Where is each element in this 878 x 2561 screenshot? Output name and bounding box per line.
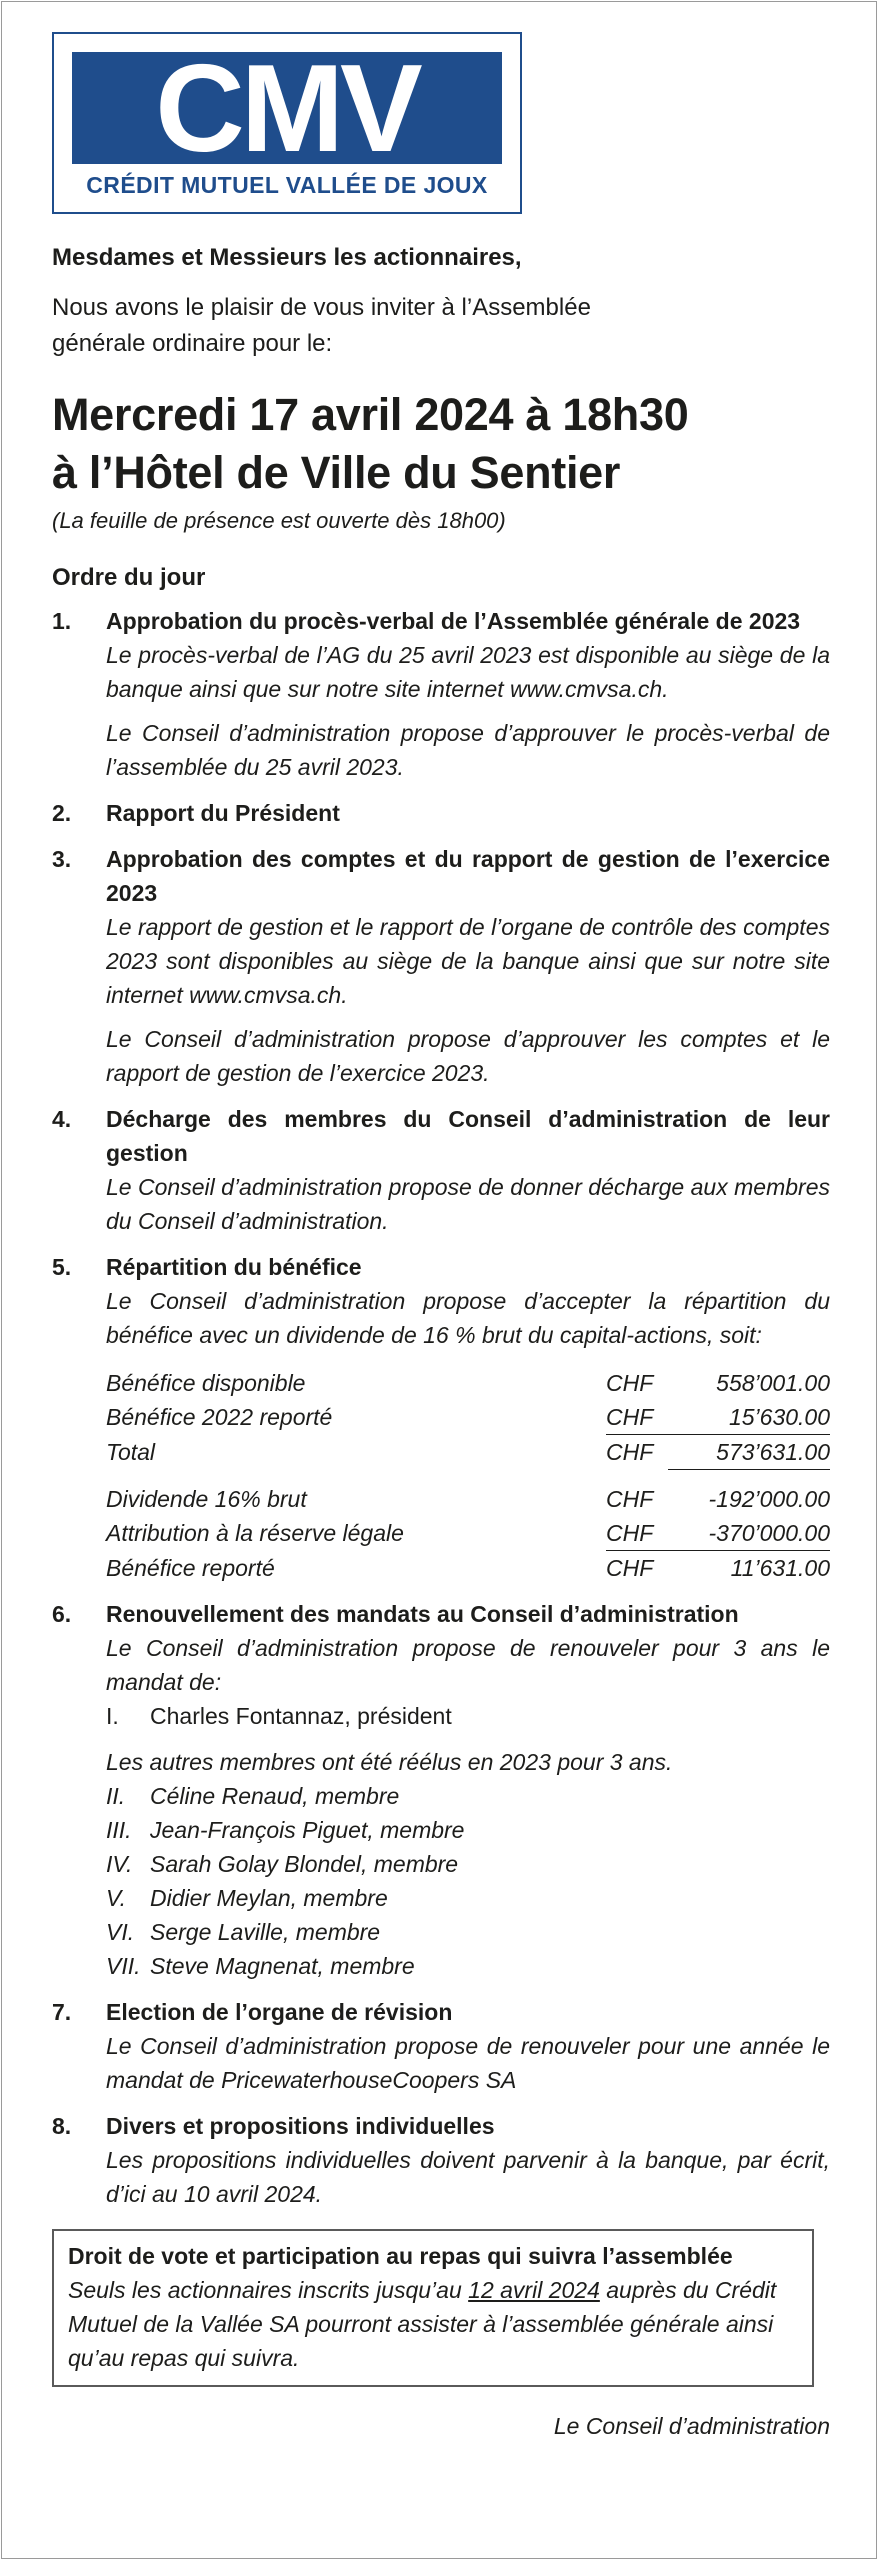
table-row <box>106 1551 830 1585</box>
item-title: Renouvellement des mandats au Conseil d’administration <box>106 1601 739 1627</box>
member-name: Sarah Golay Blondel, membre <box>150 1851 459 1877</box>
item-description: Le Conseil d’administration propose d’accepter la répartition du bénéfice avec un dividende de 16 % brut du capital-actions, soit: <box>106 1288 830 1348</box>
list-item <box>106 1949 830 1983</box>
row-label: Dividende 16% brut <box>106 1486 307 1512</box>
item-title: Approbation des comptes et du rapport de gestion de l’exercice 2023 <box>106 846 830 906</box>
list-number: V. <box>106 1885 127 1911</box>
notice-text-end: auprès du Crédit Mutuel de la Vallée SA pourront assister à l’assemblée générale ainsi qu’au repas qui suivra. <box>68 2277 777 2371</box>
table-row <box>106 1366 830 1400</box>
list-number: VII. <box>106 1953 141 1979</box>
agenda-item <box>52 604 830 784</box>
row-amount: 558’001.00 <box>716 1370 830 1396</box>
item-description: Le Conseil d’administration propose de donner décharge aux membres du Conseil d’administration. <box>106 1174 830 1234</box>
intro-line: générale ordinaire pour le: <box>52 330 333 357</box>
list-number: III. <box>106 1817 132 1843</box>
row-amount: -370’000.00 <box>668 1516 830 1551</box>
table-row <box>106 1516 830 1551</box>
row-currency: CHF <box>606 1516 668 1551</box>
item-number: 2. <box>52 800 72 826</box>
list-item <box>106 1699 830 1733</box>
member-name: Didier Meylan, membre <box>150 1885 388 1911</box>
members-intro: Les autres membres ont été réélus en 2023 pour 3 ans. <box>106 1749 673 1775</box>
item-description: Le Conseil d’administration propose de renouveler pour 3 ans le mandat de: <box>106 1635 830 1695</box>
row-currency: CHF <box>606 1400 668 1435</box>
member-name: Céline Renaud, membre <box>150 1783 400 1809</box>
item-number: 6. <box>52 1601 72 1627</box>
item-title: Election de l’organe de révision <box>106 1999 453 2025</box>
item-number: 8. <box>52 2113 72 2139</box>
list-number: VI. <box>106 1919 135 1945</box>
attendance-note: (La feuille de présence est ouverte dès 18h00) <box>52 508 506 533</box>
agenda-item <box>52 1250 830 1585</box>
item-proposal: Le Conseil d’administration propose d’approuver le procès-verbal de l’assemblée du 25 avril 2023. <box>106 720 830 780</box>
member-name: Charles Fontannaz, président <box>150 1703 452 1729</box>
item-proposal: Le Conseil d’administration propose d’approuver les comptes et le rapport de gestion de l’exercice 2023. <box>106 1026 830 1086</box>
row-currency: CHF <box>606 1555 654 1581</box>
notice-title: Droit de vote et participation au repas qui suivra l’assemblée <box>68 2243 733 2269</box>
list-number: II. <box>106 1783 126 1809</box>
item-description: Les propositions individuelles doivent parvenir à la banque, par écrit, d’ici au 10 avril 2024. <box>106 2147 830 2207</box>
item-title: Divers et propositions individuelles <box>106 2113 495 2139</box>
list-number: I. <box>106 1703 119 1729</box>
agenda-item <box>52 796 830 830</box>
cmv-logo-mark <box>72 52 502 164</box>
list-item <box>106 1813 830 1847</box>
row-label: Total <box>106 1439 156 1465</box>
registration-deadline: 12 avril 2024 <box>468 2277 600 2303</box>
logo-subtitle: CRÉDIT MUTUEL VALLÉE DE JOUX <box>86 172 488 198</box>
row-label: Bénéfice 2022 reporté <box>106 1404 333 1430</box>
item-title: Décharge des membres du Conseil d’administration de leur gestion <box>106 1106 830 1166</box>
agenda-item <box>52 842 830 1090</box>
list-item <box>106 1881 830 1915</box>
table-row <box>106 1482 830 1516</box>
document-page <box>1 1 877 2559</box>
row-currency: CHF <box>606 1439 654 1465</box>
signature: Le Conseil d’administration <box>553 2413 830 2439</box>
member-name: Steve Magnenat, membre <box>150 1953 415 1979</box>
item-description: Le procès-verbal de l’AG du 25 avril 2023 est disponible au siège de la banque ainsi que sur notre site internet www.cmvsa.ch. <box>106 642 830 702</box>
intro-line: Nous avons le plaisir de vous inviter à l’Assemblée <box>52 294 591 321</box>
table-row <box>106 1400 830 1435</box>
row-currency: CHF <box>606 1370 654 1396</box>
item-description: Le Conseil d’administration propose de renouveler pour une année le mandat de PricewaterhouseCoopers SA <box>106 2033 830 2093</box>
row-amount: 15’630.00 <box>668 1400 830 1435</box>
list-number: IV. <box>106 1851 133 1877</box>
list-item <box>106 1847 830 1881</box>
voting-rights-notice <box>52 2229 814 2387</box>
notice-text <box>68 2273 794 2375</box>
member-name: Jean-François Piguet, membre <box>150 1817 465 1843</box>
row-amount: 11’631.00 <box>730 1555 830 1581</box>
item-number: 5. <box>52 1254 72 1280</box>
agenda-item <box>52 1597 830 1983</box>
intro-paragraph <box>52 290 812 362</box>
row-label: Attribution à la réserve légale <box>106 1520 404 1546</box>
row-amount: -192’000.00 <box>708 1486 830 1512</box>
row-label: Bénéfice reporté <box>106 1555 275 1581</box>
item-number: 3. <box>52 846 72 872</box>
bank-logo <box>52 32 522 214</box>
list-item <box>106 1915 830 1949</box>
meeting-venue: à l’Hôtel de Ville du Sentier <box>52 447 621 498</box>
agenda-item <box>52 1102 830 1238</box>
row-currency: CHF <box>606 1486 654 1512</box>
profit-allocation-table <box>106 1366 830 1585</box>
item-number: 4. <box>52 1106 72 1132</box>
item-number: 7. <box>52 1999 72 2025</box>
item-title: Répartition du bénéfice <box>106 1254 362 1280</box>
item-description: Le rapport de gestion et le rapport de l’organe de contrôle des comptes 2023 sont disponibles au siège de la banque ainsi que sur notre site internet www.cmvsa.ch. <box>106 914 830 1008</box>
item-title: Rapport du Président <box>106 800 340 826</box>
table-row <box>106 1435 830 1470</box>
list-item <box>106 1779 830 1813</box>
row-amount: 573’631.00 <box>668 1435 830 1470</box>
meeting-headline <box>52 386 830 502</box>
item-title: Approbation du procès-verbal de l’Assemblée générale de 2023 <box>106 608 801 634</box>
member-name: Serge Laville, membre <box>150 1919 381 1945</box>
logo-mark-text: CMV <box>155 52 419 164</box>
notice-text-start: Seuls les actionnaires inscrits jusqu’au <box>68 2277 469 2303</box>
agenda-item <box>52 2109 830 2211</box>
agenda-item <box>52 1995 830 2097</box>
row-label: Bénéfice disponible <box>106 1370 306 1396</box>
item-number: 1. <box>52 608 72 634</box>
agenda-title: Ordre du jour <box>52 564 206 591</box>
meeting-date: Mercredi 17 avril 2024 à 18h30 <box>52 389 689 440</box>
salutation: Mesdames et Messieurs les actionnaires, <box>52 244 522 271</box>
agenda-list <box>52 604 830 2211</box>
